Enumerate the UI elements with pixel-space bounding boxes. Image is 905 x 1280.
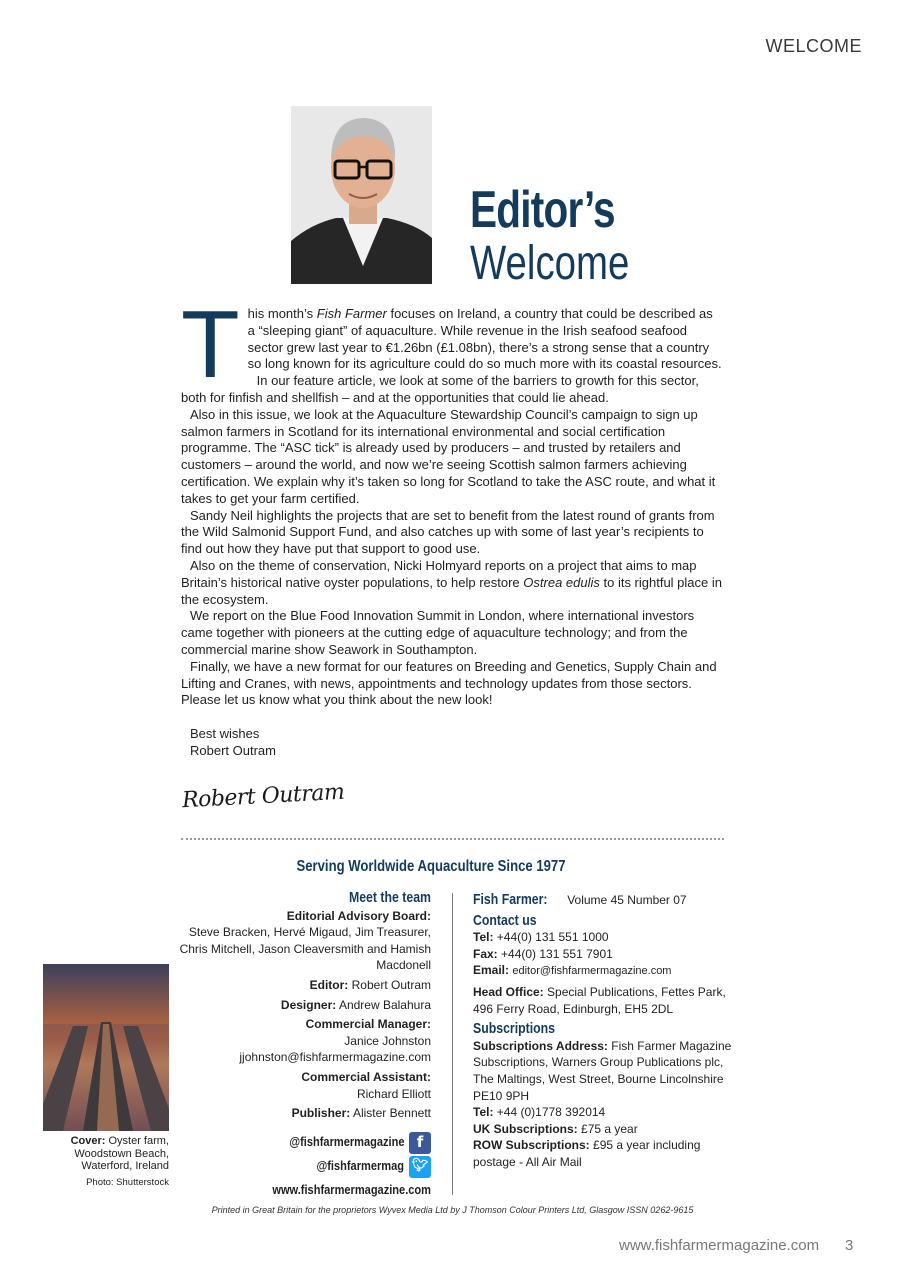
section-label: WELCOME [765,36,862,56]
cover-image [43,964,169,1131]
contact-heading: Contact us [473,911,537,929]
email-label: Email: [473,963,510,978]
twitter-row[interactable] [160,1156,431,1178]
intro-text-a: his month’s [247,306,317,321]
footer-url[interactable]: www.fishfarmermagazine.com [619,1237,820,1254]
paragraph: Finally, we have a new format for our features on Breeding and Genetics, Supply Chain and Lifting and Cranes, with news, appointments and technology updates from those sectors. Please let us know what you think about the new look! [181,658,717,708]
cover-caption-label: Cover: [70,1135,106,1147]
commercial-manager-email[interactable]: jjohnston@fishfarmermagazine.com [239,1050,431,1065]
editorial-body [181,291,723,760]
row-subs-label: ROW Subscriptions: [473,1138,590,1153]
email-address[interactable]: editor@fishfarmermagazine.com [512,965,672,978]
tagline: Serving Worldwide Aquaculture Since 1977 [296,858,566,875]
signature: Robert Outram [181,779,345,814]
subs-address-label: Subscriptions Address: [473,1038,608,1053]
website-link[interactable]: www.fishfarmermagazine.com [272,1181,431,1197]
twitter-handle[interactable]: @fishfarmermag [316,1158,404,1174]
closing-line: Best wishes [190,726,260,742]
printed-line: Printed in Great Britain for the proprietors Wyvex Media Ltd by J Thomson Colour Printers Ltd, Glasgow ISSN 0262-9615 [211,1205,694,1215]
magazine-name: Fish Farmer [316,306,387,321]
editor-name: Robert Outram [351,977,431,992]
commercial-manager-name: Janice Johnston [344,1033,431,1048]
subs-tel-label: Tel: [473,1105,494,1120]
paragraph: In our feature article, we look at some of the barriers to growth for this sector, both for finfish and shellfish – and at the opportunities that could lie ahead. [181,373,699,405]
dropcap: T [181,291,240,398]
facebook-row[interactable] [160,1132,431,1154]
dotted-divider [181,838,724,840]
oyster-text-a: Also on the theme of conservation, Nicki Holmyard reports on a project that aims to map Britain’s historical native oyster populations, to help restore [181,557,697,590]
subs-address: Fish Farmer Magazine Subscriptions, Warners Group Publications plc, The Maltings, West Street, Bourne Lincolnshire PE10 9PH [473,1038,732,1103]
team-heading: Meet the team [348,889,431,906]
photo-credit: Photo: Shutterstock [86,1177,169,1188]
publisher-label: Publisher: [291,1106,351,1121]
magazine-label: Fish Farmer: [473,891,548,908]
subs-tel: +44 (0)1778 392014 [496,1105,606,1120]
info-column [473,892,733,1171]
intro-text-b: focuses on Ireland, a country that could be described as a “sleeping giant” of aquaculture. While revenue in the Irish seafood seafood sector grew last year to €1.26bn (£1.08bn), there’s a strong sense that a country so long known for its agriculture could do so much more with its coastal resources. [247,306,722,372]
commercial-manager-label: Commercial Manager: [305,1017,431,1032]
fax-number: +44(0) 131 551 7901 [501,946,613,961]
cover-caption-text: Oyster farm, Woodstown Beach, Waterford, Ireland [74,1135,169,1173]
head-office-label: Head Office: [473,984,544,999]
editor-label: Editor: [309,977,349,992]
uk-subs-label: UK Subscriptions: [473,1121,578,1136]
closing-name: Robert Outram [190,742,276,758]
fax-label: Fax: [473,946,498,961]
cover-caption [43,1135,169,1173]
species-name: Ostrea edulis [523,574,600,590]
facebook-icon[interactable]: f [409,1132,431,1154]
tel-label: Tel: [473,930,494,945]
commercial-assistant-name: Richard Elliott [356,1086,431,1101]
paragraph: Sandy Neil highlights the projects that are set to benefit from the latest round of grants from the Wild Salmonid Support Fund, and also catches up with some of last year’s recipients to find out how they have put that support to good use. [181,507,715,557]
editor-portrait [291,106,432,284]
designer-label: Designer: [280,997,337,1012]
oyster-text-b: to its rightful place in the ecosystem. [181,574,722,607]
designer-name: Andrew Balahura [338,997,431,1012]
uk-subs-price: £75 a year [581,1121,638,1136]
subscriptions-heading: Subscriptions [473,1020,556,1038]
paragraph: Also in this issue, we look at the Aquaculture Stewardship Council’s campaign to sign up salmon farmers in Scotland for its international environmental and social certification programme. The “ASC tick” is already used by producers – and trusted by retailers and customers – around the world, and now we’re seeing Scottish salmon farmers achieving certification. We explain why it’s taken so long for Scotland to take the ASC route, and what it takes to get your farm certified. [181,406,716,506]
commercial-assistant-label: Commercial Assistant: [301,1069,431,1084]
row-subs-price: £95 a year including postage - All Air Mail [473,1138,701,1169]
twitter-icon[interactable]: 🐦︎ [409,1156,431,1178]
advisory-label: Editorial Advisory Board: [286,908,431,923]
tel-number: +44(0) 131 551 1000 [496,930,609,945]
paragraph: We report on the Blue Food Innovation Summit in London, where international investors came together with pioneers at the cutting edge of aquaculture technology; and from the commercial marine show Seawork in Southampton. [181,608,695,657]
advisory-names: Steve Bracken, Hervé Migaud, Jim Treasurer, Chris Mitchell, Jason Cleaversmith and Hamish Macdonell [179,925,431,973]
publisher-name: Alister Bennett [352,1106,431,1121]
head-office-address: Special Publications, Fettes Park, 496 Ferry Road, Edinburgh, EH5 2DL [473,984,726,1016]
page-number: 3 [845,1237,854,1254]
column-divider [452,893,453,1195]
title-line1: Editor’s [470,181,615,239]
facebook-handle[interactable]: @fishfarmermagazine [288,1134,404,1150]
team-column [160,890,431,1198]
title-line2: Welcome [470,237,630,290]
magazine-volume: Volume 45 Number 07 [567,893,687,907]
paragraph [181,558,723,608]
